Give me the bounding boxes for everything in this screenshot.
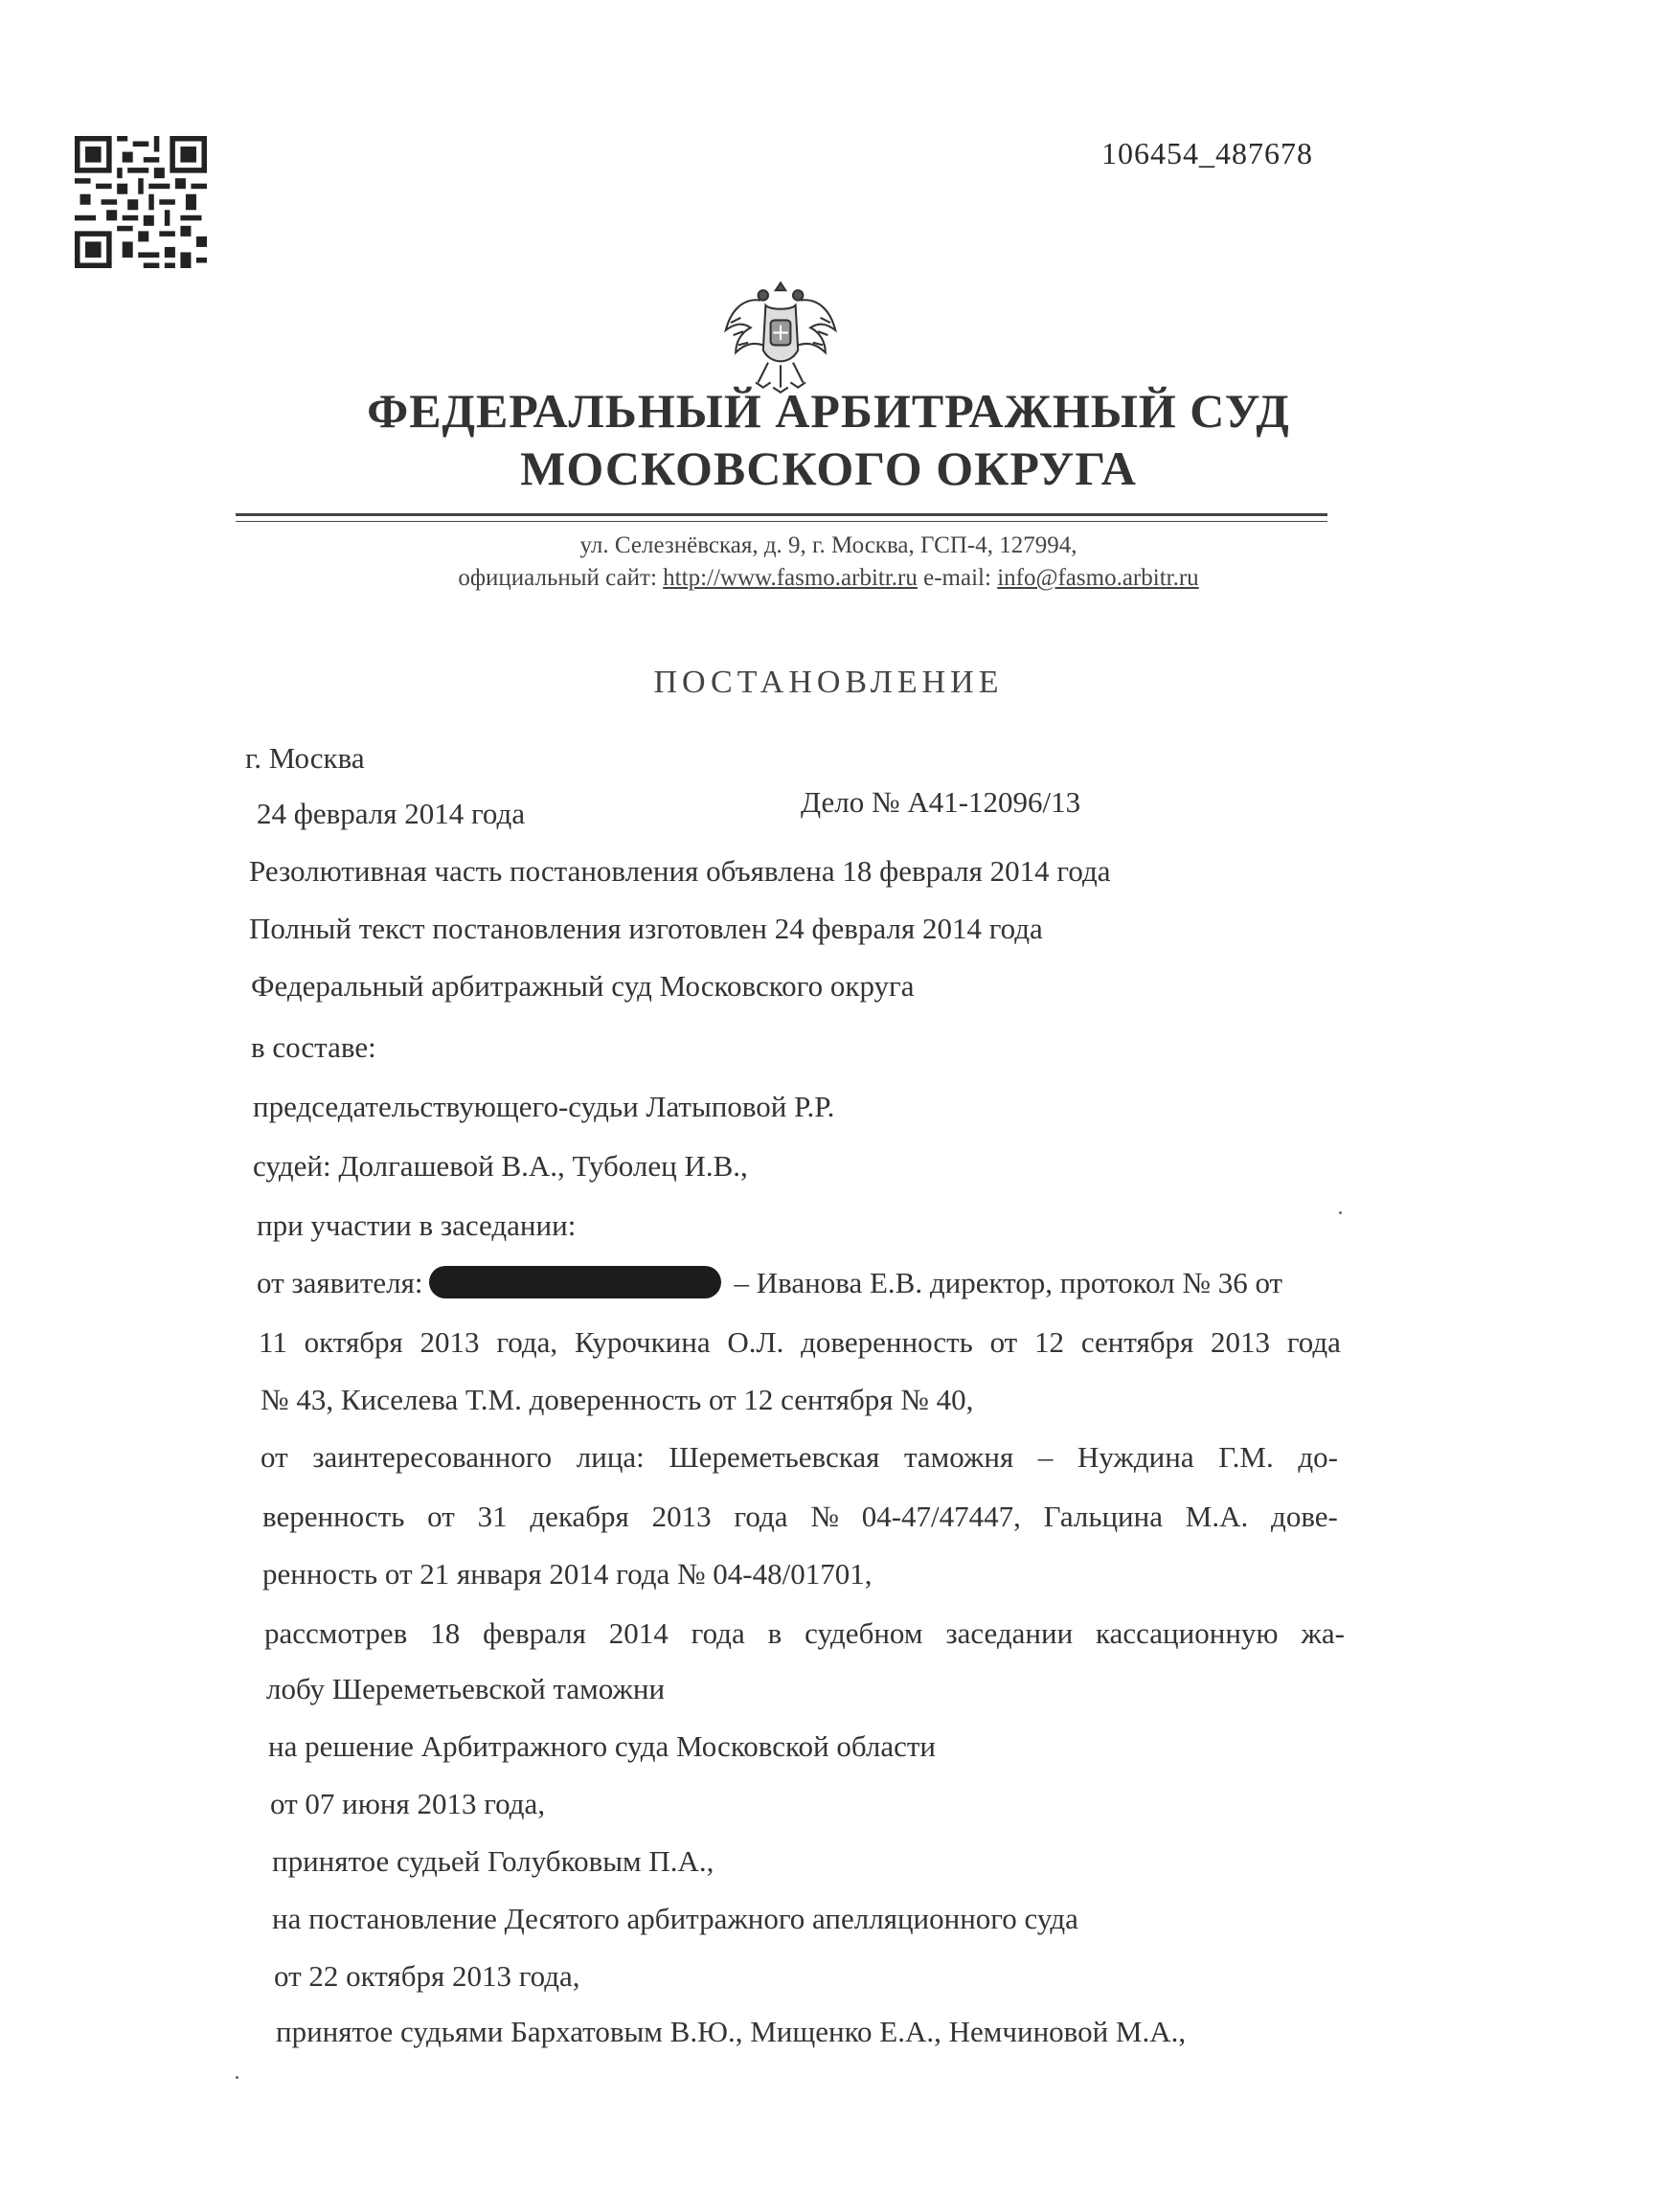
scan-speck	[236, 2076, 238, 2079]
text-line: от 22 октября 2013 года,	[274, 1959, 580, 1993]
header-divider-thick	[236, 513, 1327, 516]
word: декабря	[530, 1500, 629, 1533]
word: 04-47/47447,	[861, 1500, 1021, 1533]
text-line: № 43, Киселева Т.М. доверенность от 12 сентября № 40,	[261, 1383, 974, 1416]
text-line: Резолютивная часть постановления объявлена 18 февраля 2014 года	[249, 854, 1111, 888]
word: №	[810, 1500, 839, 1533]
city: г. Москва	[245, 741, 365, 775]
word: Шереметьевская	[669, 1440, 880, 1474]
word: сентября	[1080, 1325, 1194, 1359]
text-line: Федеральный арбитражный суд Московского округа	[251, 969, 915, 1003]
word: 2014	[608, 1616, 669, 1650]
court-name-line2: МОСКОВСКОГО ОКРУГА	[520, 441, 1137, 495]
redaction-mark	[429, 1266, 721, 1298]
word: в	[767, 1616, 782, 1650]
text-line: при участии в заседании:	[257, 1208, 577, 1242]
justified-line	[262, 1500, 1338, 1534]
word: доверенность	[801, 1325, 973, 1359]
site-link[interactable]: http://www.fasmo.arbitr.ru	[663, 565, 918, 591]
word: 12	[1034, 1325, 1065, 1359]
text-line: председательствующего-судьи Латыповой Р.Р.	[253, 1090, 835, 1123]
justified-line	[261, 1440, 1338, 1475]
word: от	[989, 1325, 1018, 1359]
word: 2013	[651, 1500, 712, 1533]
document-type-title: ПОСТАНОВЛЕНИЕ	[653, 665, 1004, 700]
justified-line	[264, 1616, 1345, 1651]
word: года	[691, 1616, 745, 1650]
court-address: ул. Селезнёвская, д. 9, г. Москва, ГСП-4, 127994,	[579, 532, 1077, 558]
word: от	[427, 1500, 455, 1533]
document-date: 24 февраля 2014 года	[257, 797, 526, 830]
text-line: в составе:	[251, 1030, 376, 1064]
double-headed-eagle-emblem-icon	[718, 273, 843, 397]
word: судебном	[805, 1616, 923, 1650]
scan-speck	[1339, 1211, 1342, 1214]
word: жа-	[1301, 1616, 1345, 1650]
word: веренность	[262, 1500, 405, 1533]
text-line: принятое судьей Голубковым П.А.,	[272, 1844, 714, 1878]
word: 2013	[1211, 1325, 1271, 1359]
applicant-suffix: – Иванова Е.В. директор, протокол № 36 от	[734, 1266, 1283, 1299]
word: Г.М.	[1218, 1440, 1274, 1474]
email-label: e-mail:	[923, 565, 991, 591]
word: дове-	[1271, 1500, 1338, 1533]
word: М.А.	[1185, 1500, 1249, 1533]
applicant-prefix: от заявителя:	[257, 1266, 423, 1299]
word: до-	[1298, 1440, 1338, 1474]
word: лица:	[576, 1440, 645, 1474]
word: заседании	[945, 1616, 1074, 1650]
word: февраля	[483, 1616, 586, 1650]
word: 2013	[419, 1325, 480, 1359]
word: Гальцина	[1043, 1500, 1163, 1533]
word: 11	[259, 1325, 287, 1359]
word: 31	[477, 1500, 508, 1533]
text-line: судей: Долгашевой В.А., Туболец И.В.,	[253, 1149, 748, 1183]
qr-code-icon	[75, 136, 207, 268]
word: рассмотрев	[264, 1616, 408, 1650]
site-label: официальный сайт:	[458, 565, 657, 591]
word: таможня	[903, 1440, 1014, 1474]
word: 18	[430, 1616, 461, 1650]
word: года	[1286, 1325, 1341, 1359]
text-line: на постановление Десятого арбитражного апелляционного суда	[272, 1902, 1078, 1935]
word: от	[261, 1440, 288, 1474]
word: Курочкина	[574, 1325, 711, 1359]
word: –	[1037, 1440, 1054, 1474]
text-line: лобу Шереметьевской таможни	[266, 1672, 666, 1705]
text-line: ренность от 21 января 2014 года № 04-48/01701,	[262, 1557, 873, 1591]
header-divider-thin	[236, 521, 1327, 522]
word: О.Л.	[727, 1325, 784, 1359]
email-link[interactable]: info@fasmo.arbitr.ru	[997, 565, 1199, 591]
word: кассационную	[1096, 1616, 1279, 1650]
word: Нуждина	[1077, 1440, 1194, 1474]
document-id: 106454_487678	[1101, 136, 1313, 170]
text-line: от 07 июня 2013 года,	[270, 1787, 546, 1820]
case-number: Дело № А41-12096/13	[801, 785, 1081, 819]
justified-line	[259, 1325, 1341, 1360]
text-line: на решение Арбитражного суда Московской области	[268, 1729, 936, 1763]
applicant-line	[257, 1266, 1282, 1300]
word: года	[734, 1500, 788, 1533]
text-line: принятое судьями Бархатовым В.Ю., Мищенко Е.А., Немчиновой М.А.,	[276, 2015, 1187, 2048]
word: октября	[304, 1325, 403, 1359]
court-name-line1: ФЕДЕРАЛЬНЫЙ АРБИТРАЖНЫЙ СУД	[367, 384, 1290, 438]
court-contacts	[239, 565, 1417, 592]
word: года,	[496, 1325, 558, 1359]
text-line: Полный текст постановления изготовлен 24 февраля 2014 года	[249, 912, 1043, 945]
word: заинтересованного	[312, 1440, 553, 1474]
